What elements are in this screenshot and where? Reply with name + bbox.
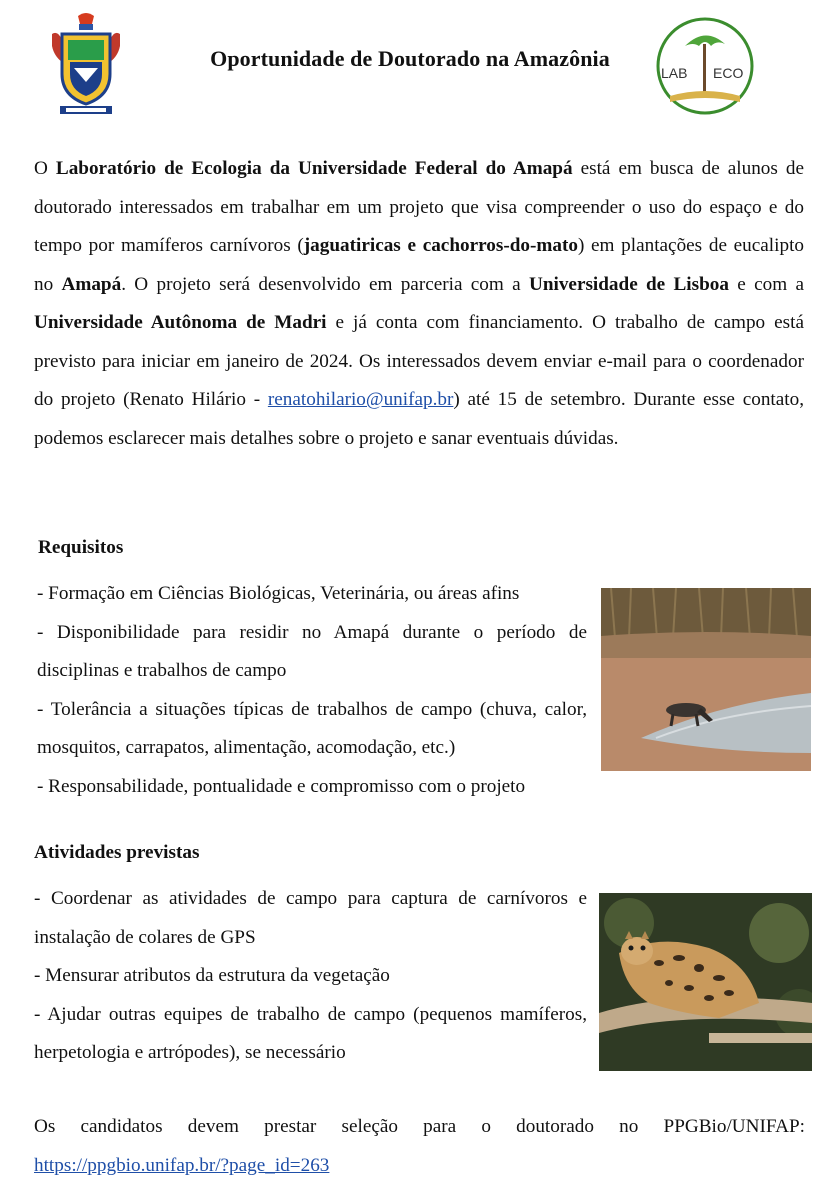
- email-link[interactable]: renatohilario@unifap.br: [267, 389, 454, 410]
- fox-drinking-photo: [601, 588, 811, 771]
- labeco-text: LAB: [661, 65, 688, 81]
- ocelot-photo: [599, 893, 812, 1071]
- activities-list: [34, 880, 587, 1073]
- labeco-logo: [655, 16, 755, 116]
- ppgbio-link[interactable]: https://ppgbio.unifap.br/?page_id=263: [34, 1154, 330, 1176]
- list-item: - Mensurar atributos da estrutura da vegetação: [34, 965, 390, 986]
- page-title: Oportunidade de Doutorado na Amazônia: [210, 46, 610, 71]
- list-item: - Tolerância a situações típicas de trabalhos de campo (chuva, calor, mosquitos, carrapatos, alimentação, acomodação, etc.): [37, 698, 587, 758]
- list-item: - Formação em Ciências Biológicas, Veterinária, ou áreas afins: [37, 583, 520, 604]
- list-item: - Coordenar as atividades de campo para captura de carnívoros e instalação de colares de GPS: [34, 888, 587, 948]
- university-crest-logo: [48, 12, 124, 120]
- intro-paragraph: O Laboratório de Ecologia da Universidade Federal do Amapá está em busca de alunos de doutorado interessados em trabalhar em um projeto que visa compreender o uso do espaço e do tempo por mamíferos carnívoros (jaguatiricas e cachorros-do-mato) em plantações de eucalipto no Amapá. O projeto será desenvolvido em parceria com a Universidade de Lisboa e com a Universidade Autônoma de Madri e já conta com financiamento. O trabalho de campo está previsto para iniciar em janeiro de 2024. Os interessados devem enviar e-mail para o coordenador do projeto (Renato Hilário - renatohilario@unifap.br) até 15 de setembro. Durante esse contato, podemos esclarecer mais detalhes sobre o projeto e sanar eventuais dúvidas.: [34, 158, 805, 449]
- requirements-heading: Requisitos: [38, 537, 124, 558]
- activities-heading: Atividades previstas: [34, 842, 200, 863]
- list-item: - Responsabilidade, pontualidade e compromisso com o projeto: [37, 775, 526, 797]
- closing-paragraph: Os candidatos devem prestar seleção para o doutorado no PPGBio/UNIFAP: https://ppgbio.unifap.br/?page_id=263: [34, 1116, 805, 1176]
- list-item: - Disponibilidade para residir no Amapá durante o período de disciplinas e trabalhos de campo: [37, 621, 587, 681]
- svg-text:ECO: ECO: [713, 65, 744, 81]
- list-item: - Ajudar outras equipes de trabalho de campo (pequenos mamíferos, herpetologia e artrópodes), se necessário: [34, 1003, 587, 1063]
- requirements-list: [37, 575, 587, 806]
